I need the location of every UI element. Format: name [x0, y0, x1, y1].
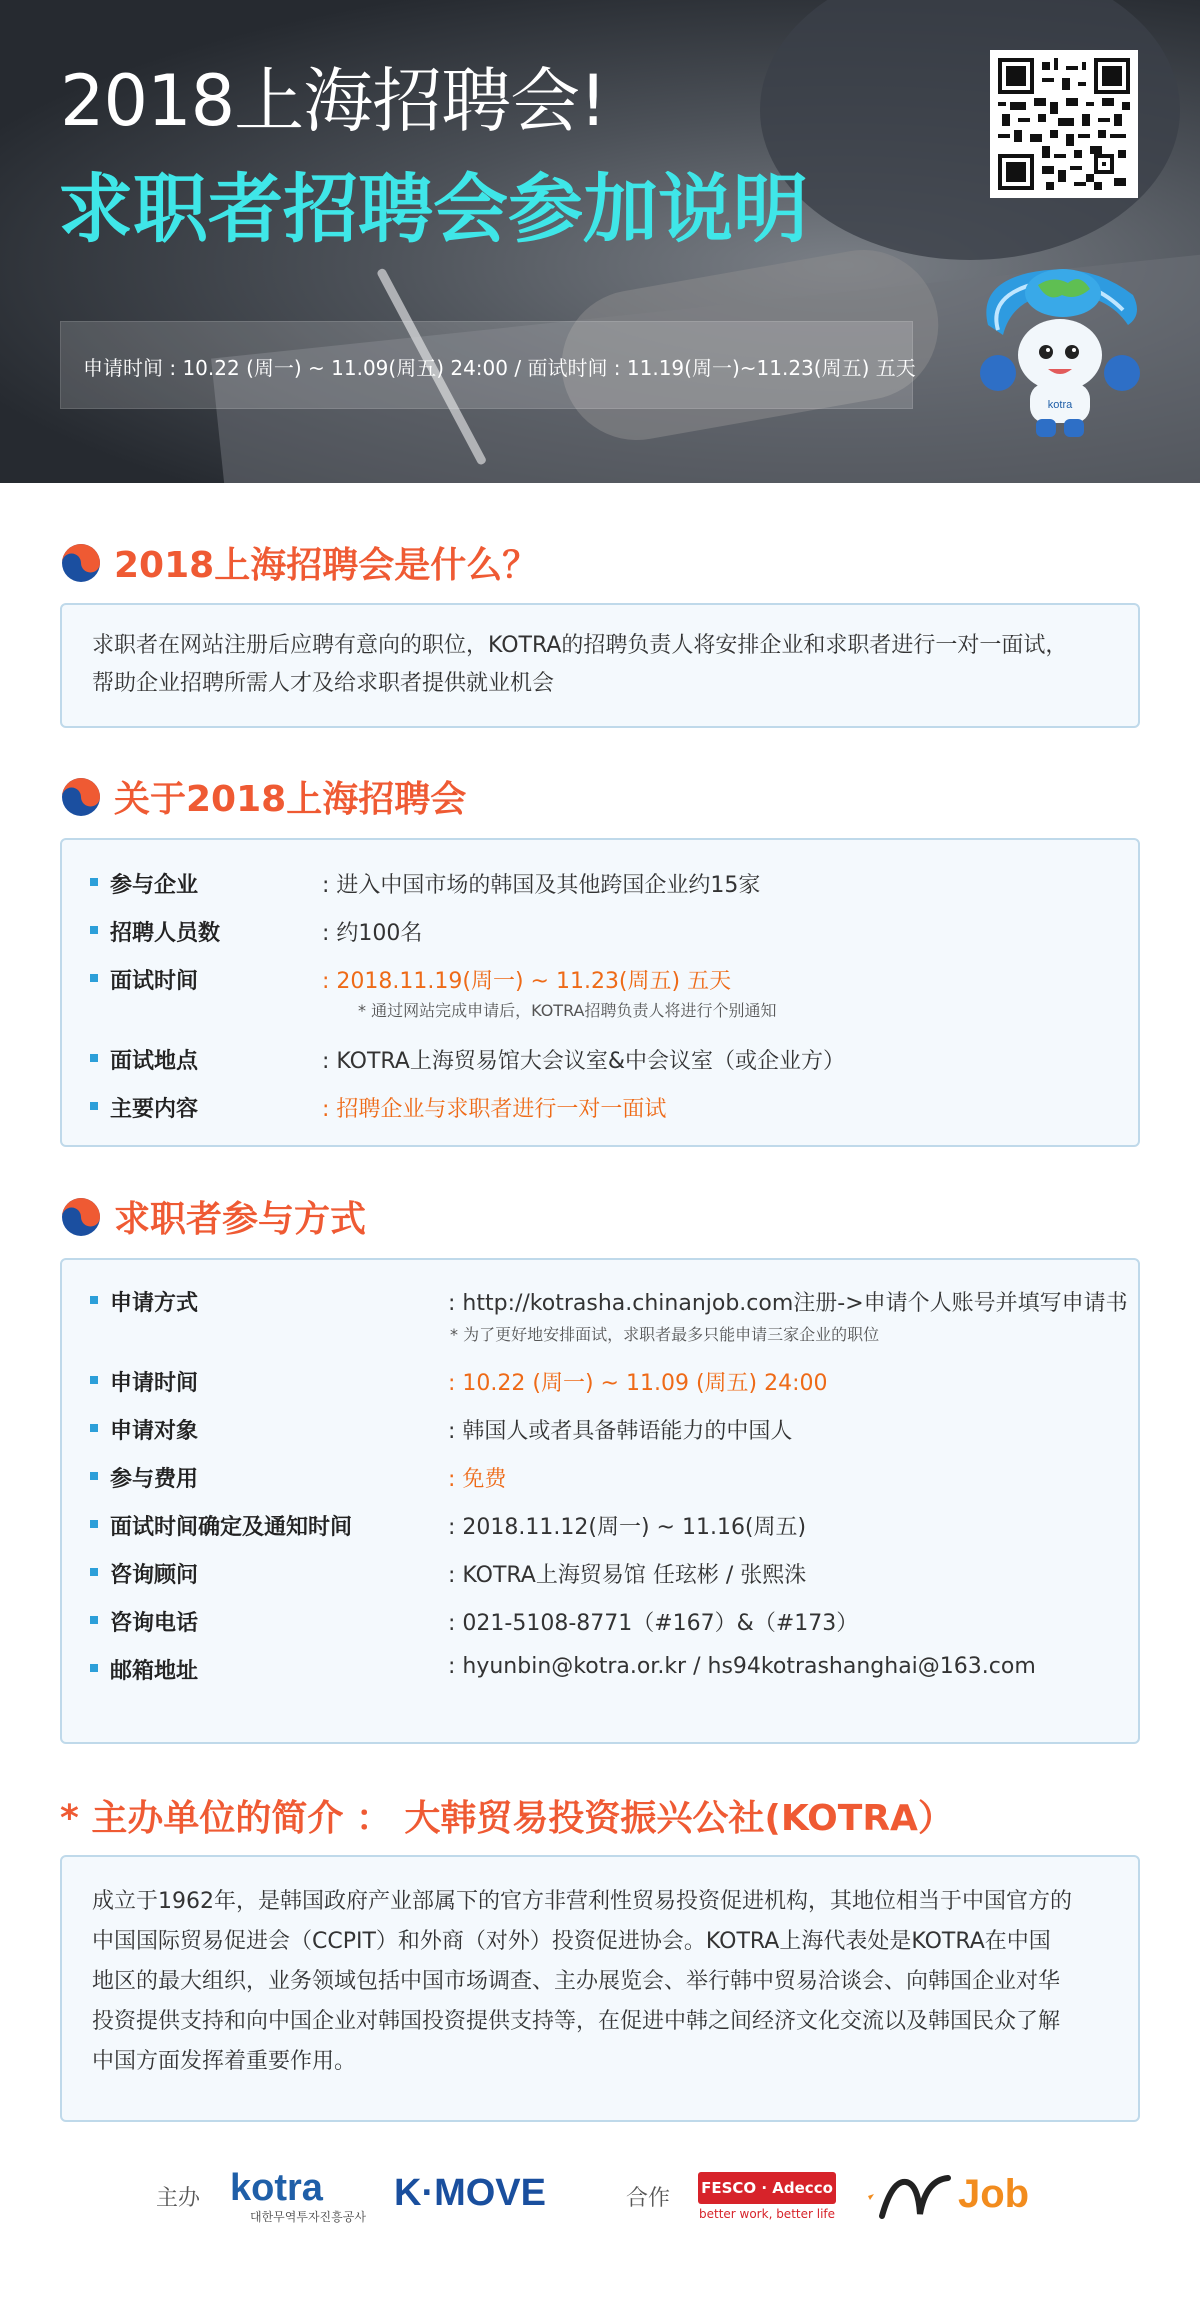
- row-value: : 2018.11.19(周一) ~ 11.23(周五) 五天: [322, 969, 732, 994]
- period-text: 申请时间 : 10.22 (周一) ~ 11.09(周五) 24:00 / 面试时间 : 11.19(周一)~11.23(周五) 五天: [83, 356, 916, 380]
- organizer-line: 地区的最大组织，业务领域包括中国市场调查、主办展览会、举行韩中贸易洽谈会、向韩国企业对华: [92, 1969, 1061, 1994]
- fesco-tagline: better work, better life: [698, 2207, 836, 2221]
- row-label: 邮箱地址: [110, 1659, 199, 1684]
- bullet-square-icon: [90, 1376, 98, 1384]
- njob-logo-text: Job: [958, 2172, 1030, 2216]
- section-apply-box: [60, 1258, 1140, 1744]
- bullet-square-icon: [90, 1520, 98, 1528]
- section-what-line1: 求职者在网站注册后应聘有意向的职位，KOTRA的招聘负责人将安排企业和求职者进行一对一面试，: [92, 633, 1068, 658]
- njob-logo: [862, 2166, 1042, 2226]
- row-value: : KOTRA上海贸易馆 任玹彬 / 张熙洙: [448, 1563, 807, 1588]
- row-label: 面试时间: [110, 969, 199, 994]
- row-label: 咨询电话: [110, 1611, 199, 1636]
- bullet-square-icon: [90, 1424, 98, 1432]
- section-what-title: 2018上海招聘会是什么？: [114, 545, 539, 586]
- row-value: : hyunbin@kotra.or.kr / hs94kotrashanghai@163.com: [448, 1654, 1036, 1679]
- row-label: 申请方式: [110, 1291, 199, 1316]
- bullet-square-icon: [90, 878, 98, 886]
- row-label: 参与费用: [110, 1467, 199, 1492]
- organizer-line: 成立于1962年，是韩国政府产业部属下的官方非营利性贸易投资促进机构，其地位相当于中国官方的: [92, 1889, 1072, 1914]
- mascot-badge-text: kotra: [1047, 399, 1073, 411]
- row-value: : KOTRA上海贸易馆大会议室&中会议室（或企业方）: [322, 1049, 845, 1074]
- organizer-line: 中国方面发挥着重要作用。: [92, 2049, 357, 2074]
- bullet-square-icon: [90, 1664, 98, 1672]
- row-value: : 约100名: [322, 921, 423, 946]
- row-value: : 021-5108-8771（#167）&（#173）: [448, 1611, 859, 1636]
- section-about-header: [60, 771, 466, 822]
- bullet-square-icon: [90, 1102, 98, 1110]
- row-value: : 免费: [448, 1467, 507, 1492]
- kotra-logo-subtext: 대한무역투자진흥공사: [250, 2210, 366, 2224]
- row-label: 申请时间: [110, 1371, 199, 1396]
- section-apply-title: 求职者参与方式: [114, 1199, 367, 1240]
- bullet-square-icon: [90, 974, 98, 982]
- kotra-mascot-icon: [968, 255, 1150, 441]
- fesco-adecco-logo: [698, 2172, 836, 2221]
- row-label: 参与企业: [110, 873, 199, 898]
- hero-title-line2: 求职者招聘会参加说明: [58, 165, 809, 253]
- qr-code-icon: [998, 58, 1130, 190]
- section-organizer-title: * 主办单位的简介 ： 大韩贸易投资振兴公社(KOTRA）: [60, 1798, 954, 1839]
- korea-swirl-icon: [60, 1196, 102, 1238]
- kotra-logo-text: kotra: [230, 2167, 323, 2209]
- row-label: 咨询顾问: [110, 1563, 199, 1588]
- bullet-square-icon: [90, 1616, 98, 1624]
- bullet-square-icon: [90, 1472, 98, 1480]
- row-value: : 10.22 (周一) ~ 11.09 (周五) 24:00: [448, 1371, 828, 1396]
- section-what-box: [60, 603, 1140, 728]
- row-value: : 2018.11.12(周一) ~ 11.16(周五): [448, 1515, 807, 1540]
- kotra-logo: [230, 2168, 376, 2228]
- host-label: 主办: [156, 2186, 201, 2211]
- row-label: 主要内容: [110, 1097, 199, 1122]
- partner-label: 合作: [626, 2186, 671, 2211]
- organizer-line: 中国国际贸易促进会（CCPIT）和外商（对外）投资促进协会。KOTRA上海代表处是KOTRA在中国: [92, 1929, 1051, 1954]
- row-value: : 韩国人或者具备韩语能力的中国人: [448, 1419, 793, 1444]
- row-label: 招聘人员数: [110, 921, 221, 946]
- section-what-header: [60, 537, 538, 588]
- kmove-logo: K·MOVE: [394, 2172, 546, 2214]
- row-label: 面试地点: [110, 1049, 199, 1074]
- section-organizer-box: [60, 1855, 1140, 2122]
- section-about-box: [60, 838, 1140, 1147]
- bullet-square-icon: [90, 1568, 98, 1576]
- row-value: : http://kotrasha.chinanjob.com注册->申请个人账号并填写申请书: [448, 1291, 1128, 1316]
- row-value: : 进入中国市场的韩国及其他跨国企业约15家: [322, 873, 761, 898]
- njob-swoosh-icon: [862, 2170, 958, 2222]
- row-label: 申请对象: [110, 1419, 199, 1444]
- row-value: : 招聘企业与求职者进行一对一面试: [322, 1097, 667, 1122]
- section-what-line2: 帮助企业招聘所需人才及给求职者提供就业机会: [92, 671, 555, 696]
- bullet-square-icon: [90, 926, 98, 934]
- korea-swirl-icon: [60, 776, 102, 818]
- apply-method-note: * 为了更好地安排面试，求职者最多只能申请三家企业的职位: [450, 1325, 880, 1344]
- period-banner: [60, 321, 916, 409]
- bullet-square-icon: [90, 1296, 98, 1304]
- interview-time-note: * 通过网站完成申请后，KOTRA招聘负责人将进行个别通知: [358, 1001, 777, 1020]
- section-apply-header: [60, 1191, 366, 1242]
- section-about-title: 关于2018上海招聘会: [114, 779, 467, 820]
- bullet-square-icon: [90, 1054, 98, 1062]
- row-label: 面试时间确定及通知时间: [110, 1515, 353, 1540]
- organizer-line: 投资提供支持和向中国企业对韩国投资提供支持等，在促进中韩之间经济文化交流以及韩国民众了解: [92, 2009, 1061, 2034]
- fesco-logo-text: FESCO · Adecco: [698, 2172, 836, 2204]
- qr-code[interactable]: [990, 50, 1138, 198]
- korea-swirl-icon: [60, 542, 102, 584]
- hero-title-line1: 2018上海招聘会!: [60, 60, 607, 142]
